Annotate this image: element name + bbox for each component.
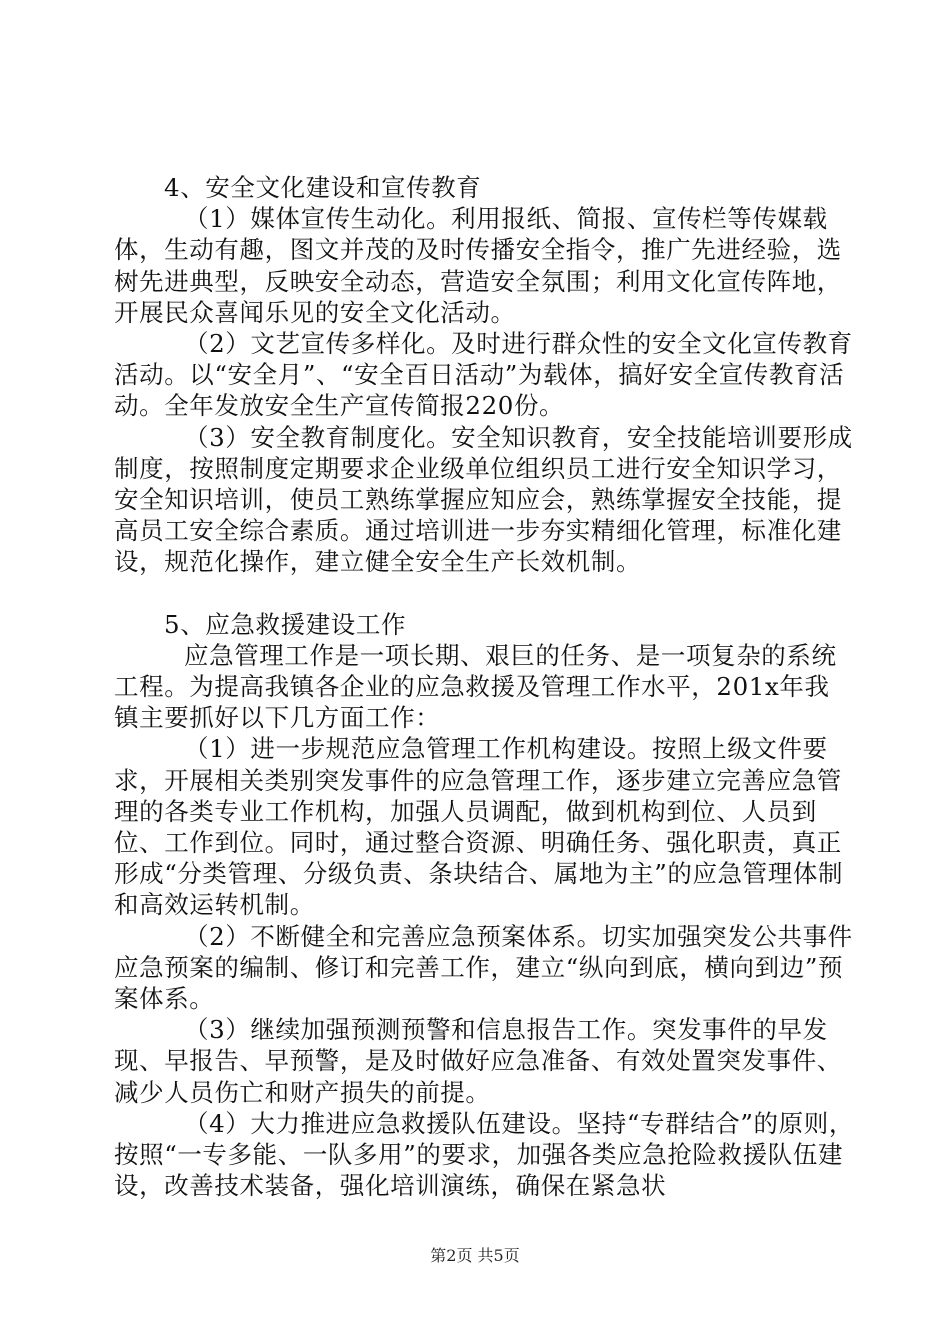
section-5-paragraph-3: （3）继续加强预测预警和信息报告工作。突发事件的早发现、早报告、早预警，是及时做好应急准备、有效处置突发事件、减少人员伤亡和财产损失的前提。 (114, 1015, 842, 1107)
section-5-intro: 应急管理工作是一项长期、艰巨的任务、是一项复杂的系统工程。为提高我镇各企业的应急救援及管理工作水平，201x年我镇主要抓好以下几方面工作： (114, 640, 837, 733)
section-5-heading: 5、应急救援建设工作 (164, 609, 407, 639)
section-5-paragraph-4: （4）大力推进应急救援队伍建设。坚持“专群结合”的原则，按照“一专多能、一队多用”的要求，加强各类应急抢险救援队伍建设，改善技术装备，强化培训演练，确保在紧急状 (114, 1108, 854, 1201)
section-4-paragraph-3: （3）安全教育制度化。安全知识教育，安全技能培训要形成制度，按照制度定期要求企业级单位组织员工进行安全知识学习，安全知识培训，使员工熟练掌握应知应会，熟练掌握安全技能，提高员工安全综合素质。通过培训进一步夯实精细化管理，标准化建设，规范化操作，建立健全安全生产长效机制。 (114, 422, 853, 577)
section-spacer (114, 578, 854, 609)
section-4-paragraph-2: （2）文艺宣传多样化。及时进行群众性的安全文化宣传教育活动。以“安全月”、“安全百日活动”为载体，搞好安全宣传教育活动。全年发放安全生产宣传简报220份。 (114, 329, 853, 421)
section-4-heading: 4、安全文化建设和宣传教育 (164, 173, 482, 202)
page-number-footer: 第2页 共5页 (430, 1246, 520, 1265)
section-5-paragraph-2: （2）不断健全和完善应急预案体系。切实加强突发公共事件应急预案的编制、修订和完善工作，建立“纵向到底，横向到边”预案体系。 (114, 921, 853, 1014)
section-5-paragraph-1: （1）进一步规范应急管理工作机构建设。按照上级文件要求，开展相关类别突发事件的应急管理工作，逐步建立完善应急管理的各类专业工作机构，加强人员调配，做到机构到位、人员到位、工作到位。同时，通过整合资源、明确任务、强化职责，真正形成“分类管理、分级负责、条块结合、属地为主”的应急管理体制和高效运转机制。 (114, 734, 844, 920)
section-4-paragraph-1: （1）媒体宣传生动化。利用报纸、简报、宣传栏等传媒载体，生动有趣，图文并茂的及时传播安全指令，推广先进经验，选树先进典型，反映安全动态，营造安全氛围；利用文化宣传阵地，开展民众喜闻乐见的安全文化活动。 (114, 204, 842, 327)
document-body (114, 172, 854, 1202)
